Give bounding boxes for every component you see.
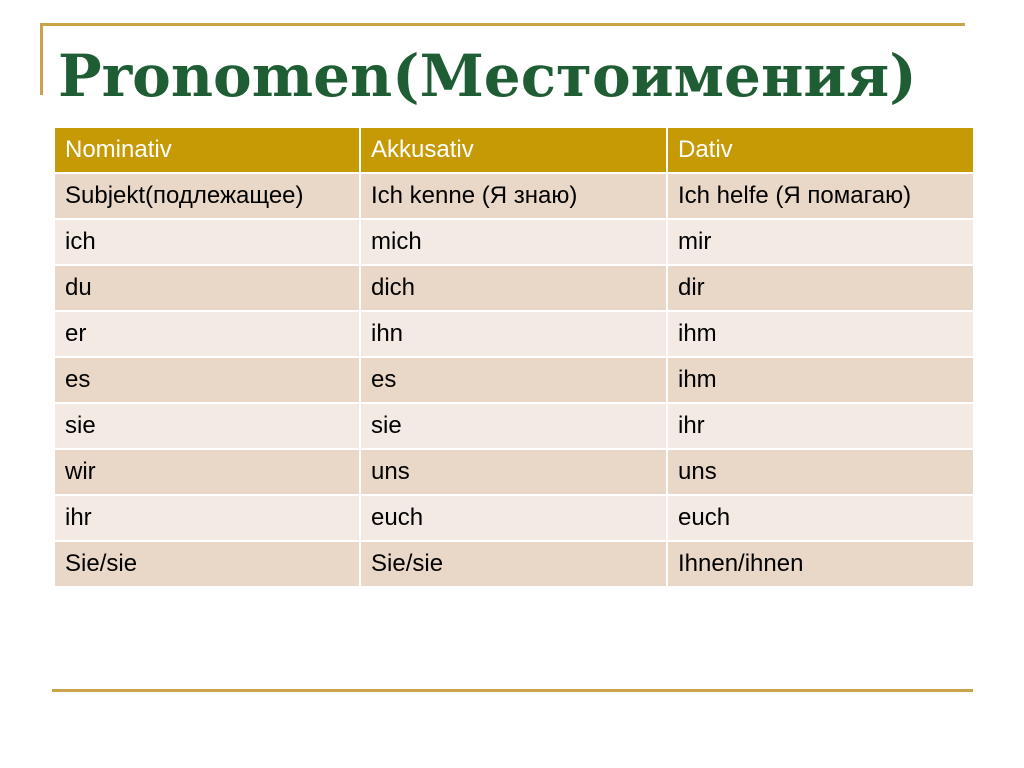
table-cell: mir	[667, 219, 974, 265]
table-cell: du	[54, 265, 360, 311]
table-cell: ihm	[667, 311, 974, 357]
table-row	[54, 311, 974, 357]
table-cell: uns	[360, 449, 667, 495]
table-row	[54, 173, 974, 219]
table-cell: mich	[360, 219, 667, 265]
table-cell: es	[360, 357, 667, 403]
table-cell: uns	[667, 449, 974, 495]
table-cell: euch	[667, 495, 974, 541]
table-cell: es	[54, 357, 360, 403]
table-cell: euch	[360, 495, 667, 541]
table-row	[54, 541, 974, 587]
table-row	[54, 449, 974, 495]
table-header-row	[54, 127, 974, 173]
table-cell: Subjekt(подлежащее)	[54, 173, 360, 219]
header-nominativ: Nominativ	[54, 127, 360, 173]
table-row	[54, 219, 974, 265]
table-row	[54, 357, 974, 403]
table-cell: sie	[54, 403, 360, 449]
table-cell: dich	[360, 265, 667, 311]
table-cell: Ihnen/ihnen	[667, 541, 974, 587]
table-cell: ihn	[360, 311, 667, 357]
table-cell: wir	[54, 449, 360, 495]
table-cell: dir	[667, 265, 974, 311]
table-row	[54, 403, 974, 449]
table-cell: Ich helfe (Я помагаю)	[667, 173, 974, 219]
header-akkusativ: Akkusativ	[360, 127, 667, 173]
table-cell: ihr	[54, 495, 360, 541]
table-cell: sie	[360, 403, 667, 449]
bottom-divider	[52, 689, 973, 692]
pronoun-table	[53, 126, 975, 588]
header-dativ: Dativ	[667, 127, 974, 173]
table-cell: Sie/sie	[54, 541, 360, 587]
table-cell: er	[54, 311, 360, 357]
table-cell: Sie/sie	[360, 541, 667, 587]
table-row	[54, 265, 974, 311]
table-cell: ich	[54, 219, 360, 265]
slide-title: Pronomen(Местоимения)	[58, 42, 917, 110]
table-row	[54, 495, 974, 541]
table-cell: ihm	[667, 357, 974, 403]
table-cell: ihr	[667, 403, 974, 449]
table-cell: Ich kenne (Я знаю)	[360, 173, 667, 219]
